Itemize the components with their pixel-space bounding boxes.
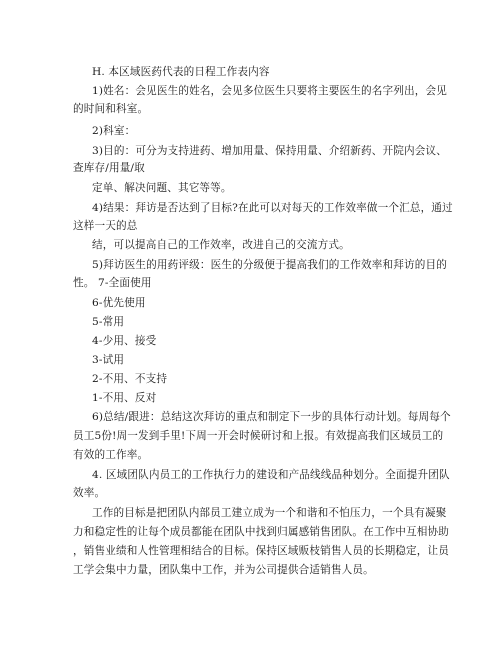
item-name-line-1: 1)姓名：会见医生的姓名，会见多位医生只要将主要医生的名字列出，会见 (92, 85, 447, 97)
item-purpose-line-3: 定单、解决问题、其它等等。 (92, 182, 232, 194)
rating-level-6: 6-优先使用 (92, 297, 146, 309)
item-purpose-line-2: 查库存/用量/取 (73, 162, 145, 174)
item-summary-line-3: 有效的工作率。 (73, 449, 149, 461)
item-result-line-2: 这样一天的总 (73, 220, 138, 232)
item-name-line-2: 的时间和科室。 (73, 103, 149, 115)
item-summary-line-1: 6)总结/跟进：总结这次拜访的重点和制定下一步的具体行动计划。每周每个 (92, 411, 451, 423)
item-summary-line-2: 员工5份!周一发到手里!下周一开会时候研讨和上报。有效提高我们区域员工的 (73, 430, 444, 442)
rating-level-2: 2-不用、不支持 (92, 373, 168, 385)
rating-level-1: 1-不用、反对 (92, 392, 157, 404)
rating-level-3: 3-试用 (92, 354, 125, 366)
paragraph-line-2: 力和稳定性的让每个成员都能在团队中找到归属感销售团队。在工作中互相协助 (73, 526, 450, 538)
section4-line-2: 效率。 (73, 487, 106, 499)
item-result-line-3: 结，可以提高自己的工作效率，改进自己的交流方式。 (92, 239, 350, 251)
section-title: H. 本区域医药代表的日程工作表内容 (92, 66, 270, 78)
paragraph-line-4: 工学会集中力量，团队集中工作，并为公司提供合适销售人员。 (73, 564, 374, 576)
paragraph-line-1: 工作的目标是把团队内部员工建立成为一个和谐和不怕压力，一个具有凝聚 (92, 507, 447, 519)
item-result-line-1: 4)结果：拜访是否达到了目标?在此可以对每天的工作效率做一个汇总，通过 (92, 202, 453, 214)
rating-level-4: 4-少用、接受 (92, 335, 157, 347)
item-rating-line-1: 5)拜访医生的用药评级：医生的分级便于提高我们的工作效率和拜访的目的 (92, 259, 447, 271)
paragraph-line-3: ，销售业绩和人性管理相结合的目标。保持区域贩枝销售人员的长期稳定，让员 (73, 545, 450, 557)
item-dept: 2)科室： (92, 125, 136, 137)
item-purpose-line-1: 3)目的：可分为支持进药、增加用量、保持用量、介绍新药、开院内会议、 (92, 145, 447, 157)
rating-level-5: 5-常用 (92, 316, 125, 328)
item-rating-line-2: 性。 7-全面使用 (73, 277, 152, 289)
section4-line-1: 4. 区域团队内员工的工作执行力的建设和产品线线品种划分。全面提升团队 (92, 469, 450, 481)
